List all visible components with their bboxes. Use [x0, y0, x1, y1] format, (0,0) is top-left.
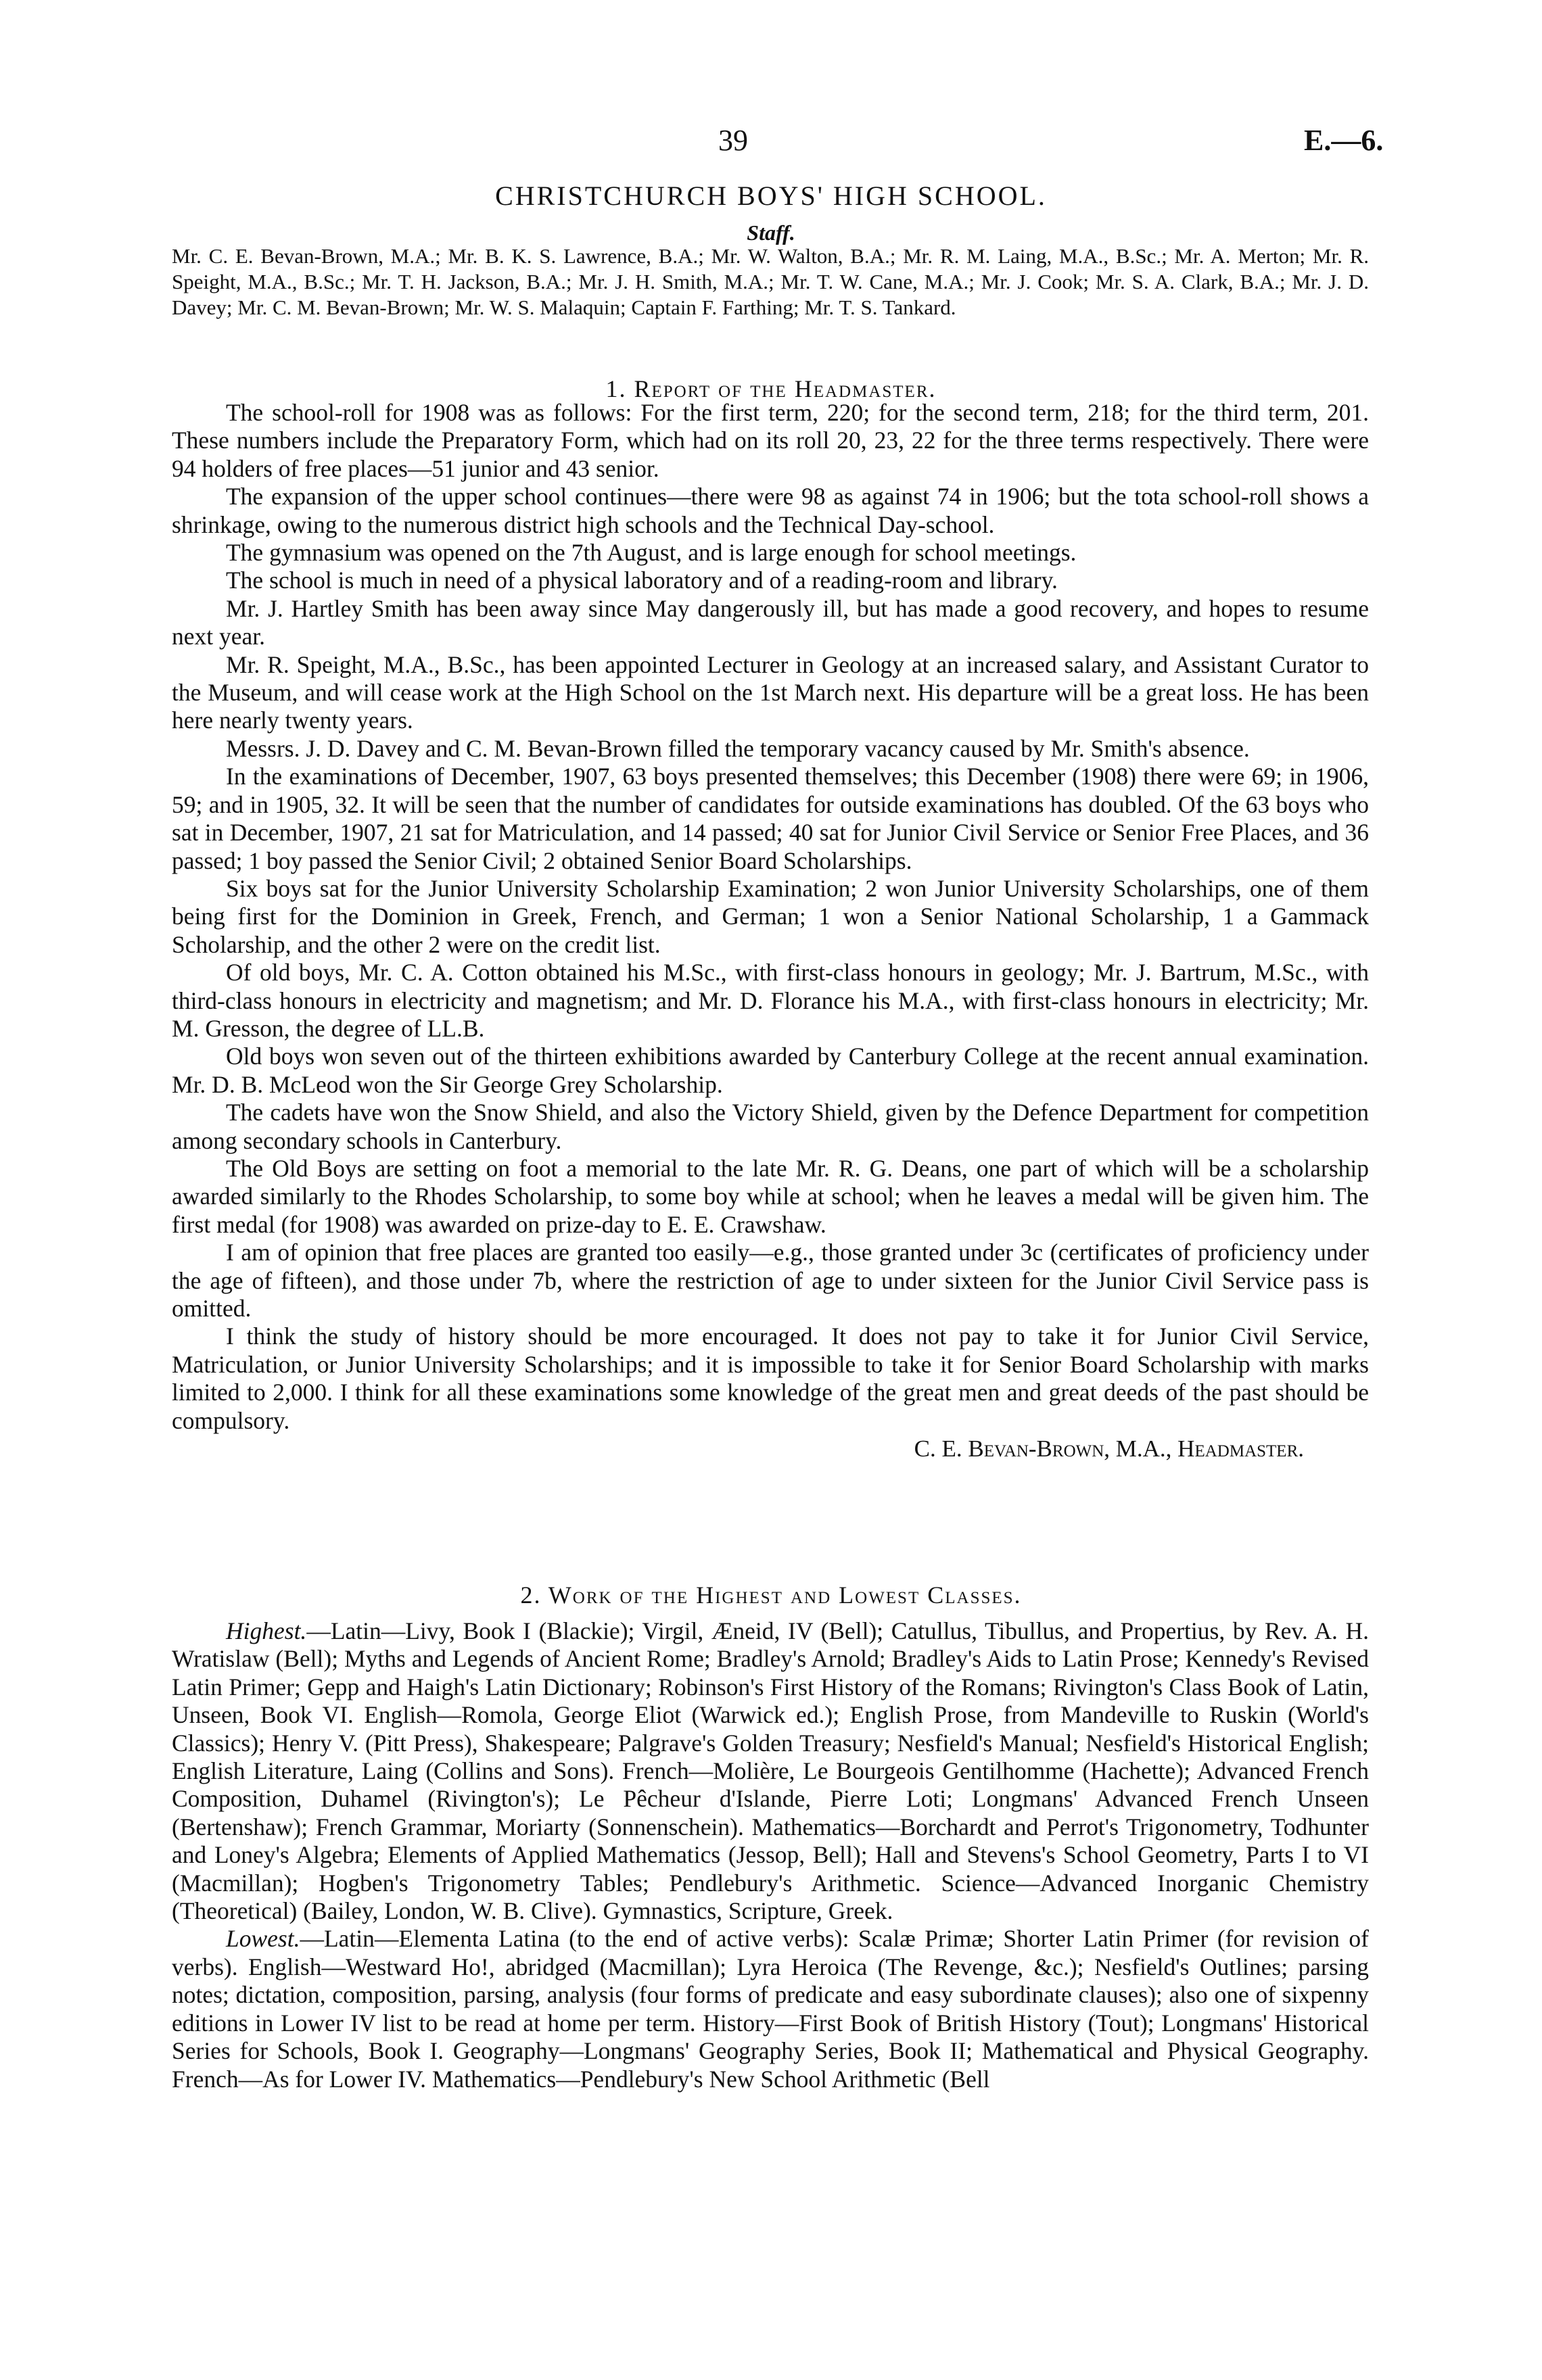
- report-paragraph: The school-roll for 1908 was as follows: For the first term, 220; for the second term, 218; for the third term, 201. These numbers include the Preparatory Form, which had on its roll 20, 23, 22 for the three terms respectively. There were 94 holders of free places—51 junior and 43 senior.: [172, 399, 1369, 482]
- report-heading: 1. Report of the Headmaster.: [605, 375, 937, 402]
- highest-label: Highest.: [226, 1617, 307, 1644]
- highest-text: —Latin—Livy, Book I (Blackie); Virgil, Æneid, IV (Bell); Catullus, Tibullus, and Propertius, by Rev. A. H. Wratislaw (Bell); Myths and Legends of Ancient Rome; Bradley's Arnold; Bradley's Aids to Latin Prose; Kennedy's Revised Latin Primer; Gepp and Haigh's Latin Dictionary; Robinson's First History of the Romans; Rivington's Class Book of Latin, Unseen, Book VI. English—Romola, George Eliot (Warwick ed.); English Prose, from Mandeville to Ruskin (World's Classics); Henry V. (Pitt Press), Shakespeare; Palgrave's Golden Treasury; Nesfield's Manual; Nesfield's Historical English; English Literature, Laing (Collins and Sons). French—Molière, Le Bourgeois Gentilhomme (Hachette); Advanced French Composition, Duhamel (Rivington's); Le Pêcheur d'Islande, Pierre Loti; Longmans' Advanced French Unseen (Bertenshaw); French Grammar, Moriarty (Sonnenschein). Mathematics—Borchardt and Perrot's Trigonometry, Todhunter and Loney's Algebra; Elements of Applied Mathematics (Jessop, Bell); Hall and Stevens's School Geometry, Parts I to VI (Macmillan); Hogben's Trigonometry Tables; Pendlebury's Arithmetic. Science—Advanced Inorganic Chemistry (Theoretical) (Bailey, London, W. B. Clive). Gymnastics, Scripture, Greek.: [172, 1617, 1369, 1925]
- school-title: CHRISTCHURCH BOYS' HIGH SCHOOL.: [495, 181, 1047, 211]
- report-paragraph: The cadets have won the Snow Shield, and also the Victory Shield, given by the Defence Department for competition among secondary schools in Canterbury.: [172, 1099, 1369, 1154]
- page-number: 39: [718, 124, 748, 157]
- lowest-text: —Latin—Elementa Latina (to the end of active verbs): Scalæ Primæ; Shorter Latin Primer (for revision of verbs). English—Westward Ho!, abridged (Macmillan); Lyra Heroica (The Revenge, &c.); Nesfield's Outlines; parsing notes; dictation, composition, parsing, analysis (four forms of predicate and easy subordinate clauses); also one of sixpenny editions in Lower IV list to be read at home per term. History—First Book of British History (Tout); Longmans' Historical Series for Schools, Book I. Geography—Longmans' Geography Series, Book II; Mathematical and Physical Geography. French—As for Lower IV. Mathematics—Pendlebury's New School Arithmetic (Bell: [172, 1925, 1369, 2093]
- report-paragraph: Messrs. J. D. Davey and C. M. Bevan-Brown filled the temporary vacancy caused by Mr. Smith's absence.: [226, 734, 1250, 762]
- report-paragraph: The expansion of the upper school continues—there were 98 as against 74 in 1906; but the tota school-roll shows a shrinkage, owing to the numerous district high schools and the Technical Day-school.: [172, 483, 1369, 538]
- classes-heading: 2. Work of the Highest and Lowest Classes.: [520, 1581, 1022, 1609]
- headmaster-signature: C. E. Bevan-Brown, M.A., Headmaster.: [914, 1435, 1304, 1462]
- report-paragraph: Old boys won seven out of the thirteen exhibitions awarded by Canterbury College at the recent annual examination. Mr. D. B. McLeod won the Sir George Grey Scholarship.: [172, 1043, 1369, 1098]
- report-paragraph: Of old boys, Mr. C. A. Cotton obtained his M.Sc., with first-class honours in geology; Mr. J. Bartrum, M.Sc., with third-class honours in electricity and magnetism; and Mr. D. Florance his M.A., with first-class honours in electricity; Mr. M. Gresson, the degree of LL.B.: [172, 959, 1369, 1042]
- lowest-label: Lowest.: [226, 1925, 300, 1953]
- report-paragraph: Six boys sat for the Junior University Scholarship Examination; 2 won Junior University Scholarships, one of them being first for the Dominion in Greek, French, and German; 1 won a Senior National Scholarship, 1 a Gammack Scholarship, and the other 2 were on the credit list.: [172, 874, 1369, 958]
- highest-class-paragraph: [172, 1617, 1369, 1925]
- report-body: [172, 399, 1369, 1462]
- report-paragraph: Mr. R. Speight, M.A., B.Sc., has been appointed Lecturer in Geology at an increased salary, and Assistant Curator to the Museum, and will cease work at the High School on the 1st March next. His departure will be a great loss. He has been here nearly twenty years.: [172, 650, 1369, 734]
- lowest-class-paragraph: [172, 1925, 1369, 2093]
- report-paragraph: I think the study of history should be more encouraged. It does not pay to take it for Junior Civil Service, Matriculation, or Junior University Scholarships; and it is impossible to take it for Senior Board Scholarship with marks limited to 2,000. I think for all these examinations some knowledge of the great men and great deeds of the past should be compulsory.: [172, 1323, 1369, 1434]
- report-paragraph: The school is much in need of a physical laboratory and of a reading-room and library.: [226, 567, 1058, 594]
- report-paragraph: Mr. J. Hartley Smith has been away since May dangerously ill, but has made a good recovery, and hopes to resume next year.: [172, 594, 1369, 650]
- report-paragraph: In the examinations of December, 1907, 63 boys presented themselves; this December (1908) there were 69; in 1906, 59; and in 1905, 32. It will be seen that the number of candidates for outside examinations has doubled. Of the 63 boys who sat in December, 1907, 21 sat for Matriculation, and 14 passed; 40 sat for Junior Civil Service or Senior Free Places, and 36 passed; 1 boy passed the Senior Civil; 2 obtained Senior Board Scholarships.: [172, 763, 1369, 874]
- staff-heading: Staff.: [747, 220, 795, 245]
- classes-body: [172, 1617, 1369, 2093]
- page-reference: E.—6.: [1304, 124, 1384, 157]
- report-paragraph: I am of opinion that free places are granted too easily—e.g., those granted under 3c (certificates of proficiency under the age of fifteen), and those under 7b, where the restriction of age to under sixteen for the Junior Civil Service pass is omitted.: [172, 1239, 1369, 1322]
- report-paragraph: The Old Boys are setting on foot a memorial to the late Mr. R. G. Deans, one part of which will be a scholarship awarded similarly to the Rhodes Scholarship, to some boy while at school; when he leaves a medal will be given him. The first medal (for 1908) was awarded on prize-day to E. E. Crawshaw.: [172, 1154, 1369, 1238]
- report-paragraph: The gymnasium was opened on the 7th August, and is large enough for school meetings.: [226, 539, 1077, 567]
- staff-list: Mr. C. E. Bevan-Brown, M.A.; Mr. B. K. S. Lawrence, B.A.; Mr. W. Walton, B.A.; Mr. R. M. Laing, M.A., B.Sc.; Mr. A. Merton; Mr. R. Speight, M.A., B.Sc.; Mr. T. H. Jackson, B.A.; Mr. J. H. Smith, M.A.; Mr. T. W. Cane, M.A.; Mr. J. Cook; Mr. S. A. Clark, B.A.; Mr. J. D. Davey; Mr. C. M. Bevan-Brown; Mr. W. S. Malaquin; Captain F. Farthing; Mr. T. S. Tankard.: [172, 244, 1369, 319]
